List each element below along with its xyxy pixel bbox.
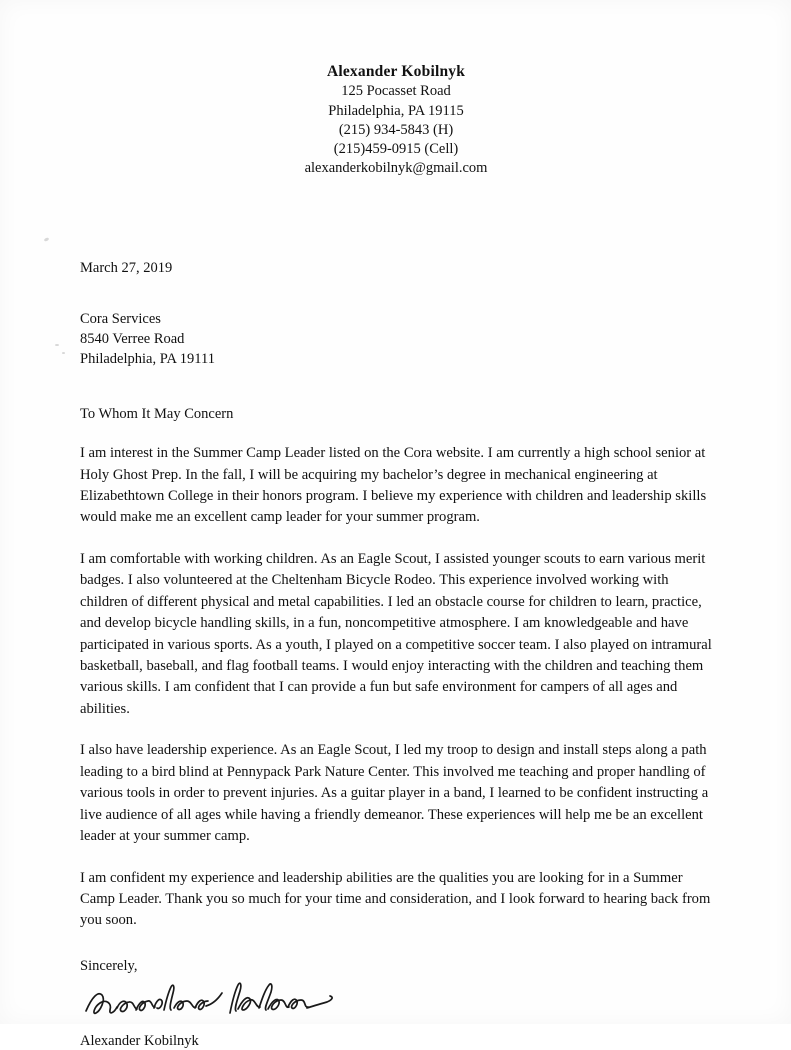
letterhead-city-state-zip: Philadelphia, PA 19115: [328, 102, 464, 119]
scan-speck: [44, 237, 50, 242]
salutation: To Whom It May Concern: [80, 406, 234, 423]
handwritten-signature: [82, 977, 342, 1031]
body-paragraph: I am comfortable with working children. As an Eagle Scout, I assisted younger scouts to earn various merit badges. I also volunteered at the Cheltenham Bicycle Rodeo. This experience involved working with children of different physical and metal capabilities. I led an obstacle course for children to learn, practice, and develop bicycle handling skills, in a fun, noncompetitive atmosphere. I am knowledgeable and have participated in various sports. As a youth, I played on a competitive soccer team. I also played on intramural basketball, baseball, and flag football teams. I would enjoy interacting with the children and teaching them various skills. I am confident that I can provide a fun but safe environment for campers of all ages and abilities.: [80, 550, 712, 717]
letterhead-name: Alexander Kobilnyk: [326, 63, 466, 80]
recipient-organization: Cora Services: [80, 311, 161, 328]
letter-content: [80, 62, 712, 1050]
recipient-address: [80, 309, 712, 369]
recipient-street: 8540 Verree Road: [80, 331, 185, 348]
signer-name: Alexander Kobilnyk: [80, 1032, 199, 1049]
body-paragraph: I am confident my experience and leadership abilities are the qualities you are looking for in a Summer Camp Leader. Thank you so much for your time and consideration, and I look forward to hearing back from you soon.: [80, 869, 711, 929]
letterhead-phone-cell: (215)459-0915 (Cell): [333, 140, 459, 157]
recipient-city-state-zip: Philadelphia, PA 19111: [80, 351, 215, 368]
letterhead-phone-home: (215) 934-5843 (H): [338, 121, 454, 138]
letterhead: [80, 62, 712, 178]
scan-speck: [55, 344, 59, 346]
scan-speck: [62, 352, 65, 354]
body-paragraph: I am interest in the Summer Camp Leader listed on the Cora website. I am currently a high school senior at Holy Ghost Prep. In the fall, I will be acquiring my bachelor’s degree in mechanical engineering at Elizabethtown College in their honors program. I believe my experience with children and leadership skills would make me an excellent camp leader for your summer program.: [80, 445, 707, 526]
letterhead-email: alexanderkobilnyk@gmail.com: [304, 159, 488, 176]
body-paragraph: I also have leadership experience. As an Eagle Scout, I led my troop to design and install steps along a path leading to a bird blind at Pennypack Park Nature Center. This involved me teaching and proper handling of various tools in order to prevent injuries. As a guitar player in a band, I learned to be confident instructing a live audience of all ages while having a friendly demeanor. These experiences will help me be an excellent leader at your summer camp.: [80, 742, 709, 845]
signature-area: [80, 977, 712, 1033]
letterhead-street: 125 Pocasset Road: [341, 83, 451, 100]
closing: Sincerely,: [80, 957, 138, 974]
letter-date: March 27, 2019: [80, 260, 173, 277]
